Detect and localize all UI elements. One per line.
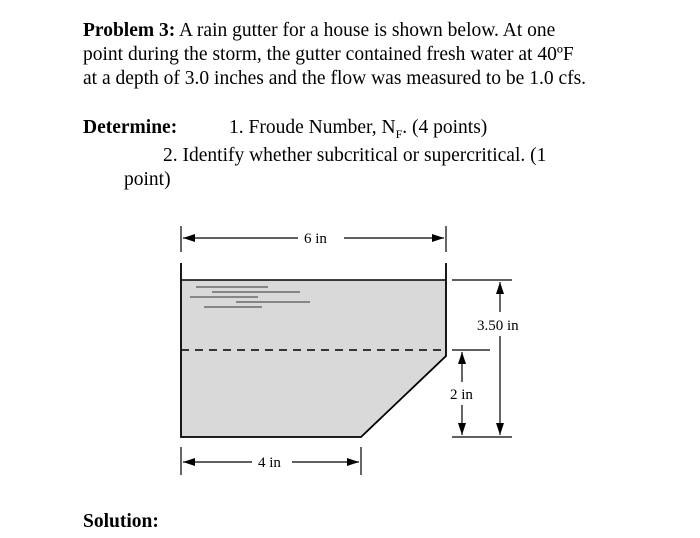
bottom-width-label: 4 in — [258, 455, 281, 471]
solution-label: Solution: — [83, 511, 159, 532]
item1-main: 1. Froude Number, N — [229, 117, 396, 138]
item1-tail: . (4 points) — [402, 117, 488, 138]
problem-text-line1: A rain gutter for a house is shown below. At one — [175, 20, 556, 41]
determine-item-2-line2: point) — [124, 169, 171, 190]
item1-subscript: F — [395, 127, 403, 141]
problem-text-line3: at a depth of 3.0 inches and the flow was measured to be 1.0 cfs. — [83, 68, 587, 89]
determine-label: Determine: — [83, 117, 178, 138]
top-width-label: 6 in — [304, 231, 327, 247]
gutter-water-area — [181, 280, 446, 437]
slope-height-label: 2 in — [450, 387, 473, 403]
determine-item-2-line1: 2. Identify whether subcritical or supercritical. (1 — [163, 145, 547, 166]
problem-text-line2: point during the storm, the gutter contained fresh water at 40ºF — [83, 44, 574, 65]
total-height-label: 3.50 in — [477, 318, 519, 334]
problem-label: Problem 3: — [83, 20, 176, 41]
